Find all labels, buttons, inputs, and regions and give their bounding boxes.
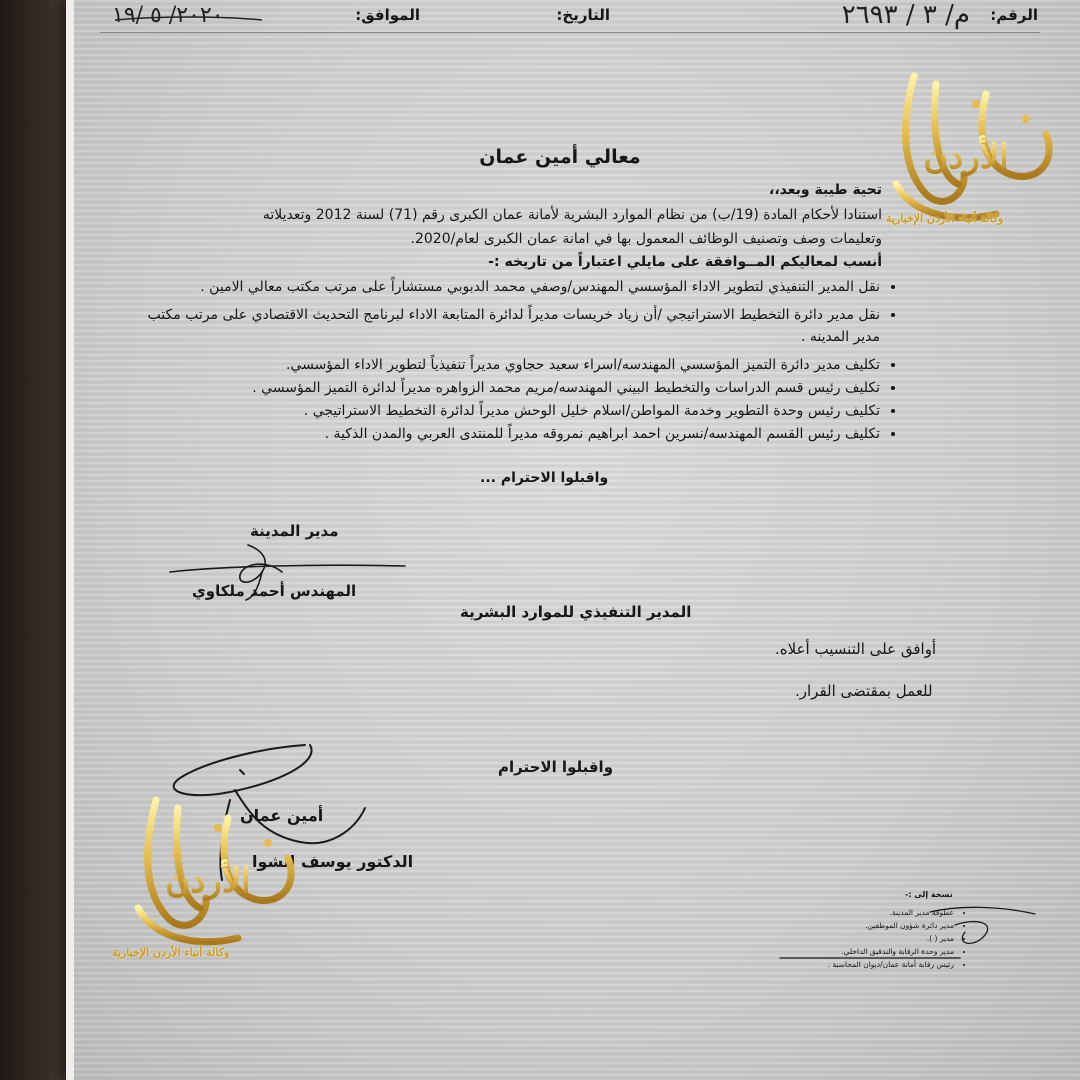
hr-director-title: المدير التنفيذي للموارد البشرية bbox=[460, 603, 692, 621]
watermark-logo-text: الأردن bbox=[165, 861, 251, 901]
copies-list bbox=[674, 906, 964, 971]
list-item: • رئيس رقابة أمانة عمان/ديوان المحاسبة . bbox=[674, 958, 954, 971]
list-item: • تكليف رئيس قسم الدراسات والتخطيط البيني المهندسه/مريم محمد الزواهره مديراً لدائرة التميز المؤسسي . bbox=[120, 377, 880, 399]
subheading: أنسب لمعاليكم المــوافقة على مايلي اعتباراً من تاريخه :- bbox=[488, 254, 882, 270]
watermark-logo-bottom bbox=[108, 788, 310, 958]
date-label: التاريخ: bbox=[556, 6, 610, 24]
endorsement-closing: واقبلوا الاحترام bbox=[498, 758, 614, 776]
watermark-caption-top: وكالة أنباء الأردن الإخبارية bbox=[886, 212, 1004, 225]
implementation-text: للعمل بمقتضى القرار. bbox=[795, 682, 933, 700]
watermark-caption-bottom: وكالة أنباء الأردن الإخبارية bbox=[112, 946, 230, 959]
addressee: معالي أمين عمان bbox=[479, 146, 641, 168]
list-item: • مدير دائرة شؤون الموظفين. bbox=[674, 919, 954, 932]
closing: واقبلوا الاحترام ... bbox=[480, 470, 609, 486]
list-item: • تكليف رئيس وحدة التطوير وخدمة المواطن/اسلام خليل الوحش مديراً لدائرة التخطيط الاستراتيجي . bbox=[120, 400, 880, 422]
list-item: • نقل المدير التنفيذي لتطوير الاداء المؤسسي المهندس/وصفي محمد الدبوبي مستشاراً على مرتب مكتب معالي الامين . bbox=[120, 276, 880, 298]
intro-line-2: وتعليمات وصف وتصنيف الوظائف المعمول بها في امانة عمان الكبرى لعام/2020. bbox=[410, 231, 882, 247]
city-manager-title: مدير المدينة bbox=[250, 522, 339, 540]
number-label: الرقم: bbox=[990, 6, 1038, 24]
list-item: • عطوفة مدير المدينة. bbox=[674, 906, 954, 919]
decision-list bbox=[120, 276, 902, 446]
copies-heading: نسخة إلى :- bbox=[905, 890, 953, 899]
city-manager-name: المهندس أحمد ملكاوي bbox=[192, 582, 357, 600]
hijri-date-value: ٢٠٢٠/ ٥ /١٩ bbox=[112, 3, 224, 28]
list-item: • تكليف رئيس القسم المهندسه/نسرين احمد ابراهيم نمروقه مديراً للمنتدى العربي والمدن الذكية . bbox=[120, 423, 880, 445]
intro-line-1: استنادا لأحكام المادة (19/ب) من نظام الموارد البشرية لأمانة عمان الكبرى رقم (71) لسنة 2012 وتعديلاته bbox=[262, 207, 882, 223]
header-rule bbox=[100, 32, 1040, 33]
watermark-logo-top bbox=[866, 64, 1068, 234]
mayor-name: الدكتور يوسف الشوا bbox=[252, 852, 414, 871]
number-value: م/ ٣ / ٢٦٩٣ bbox=[841, 0, 970, 30]
watermark-logo-text: الأردن bbox=[923, 137, 1009, 177]
list-item: • تكليف مدير دائرة التميز المؤسسي المهندسه/اسراء سعيد حجاوي مديراً تنفيذياً لتطوير الاداء المؤسسي. bbox=[120, 354, 880, 376]
list-item: • نقل مدير دائرة التخطيط الاستراتيجي /أن زياد خريسات مديراً لدائرة المتابعة الاداء لبرنامج التحديث الاقتصادي على مرتب مكتب مدير المدينه . bbox=[120, 304, 880, 348]
list-item: • مدير وحدة الرقابة والتدقيق الداخلي. bbox=[674, 945, 954, 958]
approval-text: أوافق على التنسيب أعلاه. bbox=[775, 640, 937, 658]
hijri-date-label: الموافق: bbox=[355, 6, 420, 24]
greeting: تحية طيبة وبعد،، bbox=[769, 182, 882, 198]
mayor-title: أمين عمان bbox=[240, 806, 324, 825]
list-item: • مدير ( ). bbox=[674, 932, 954, 945]
